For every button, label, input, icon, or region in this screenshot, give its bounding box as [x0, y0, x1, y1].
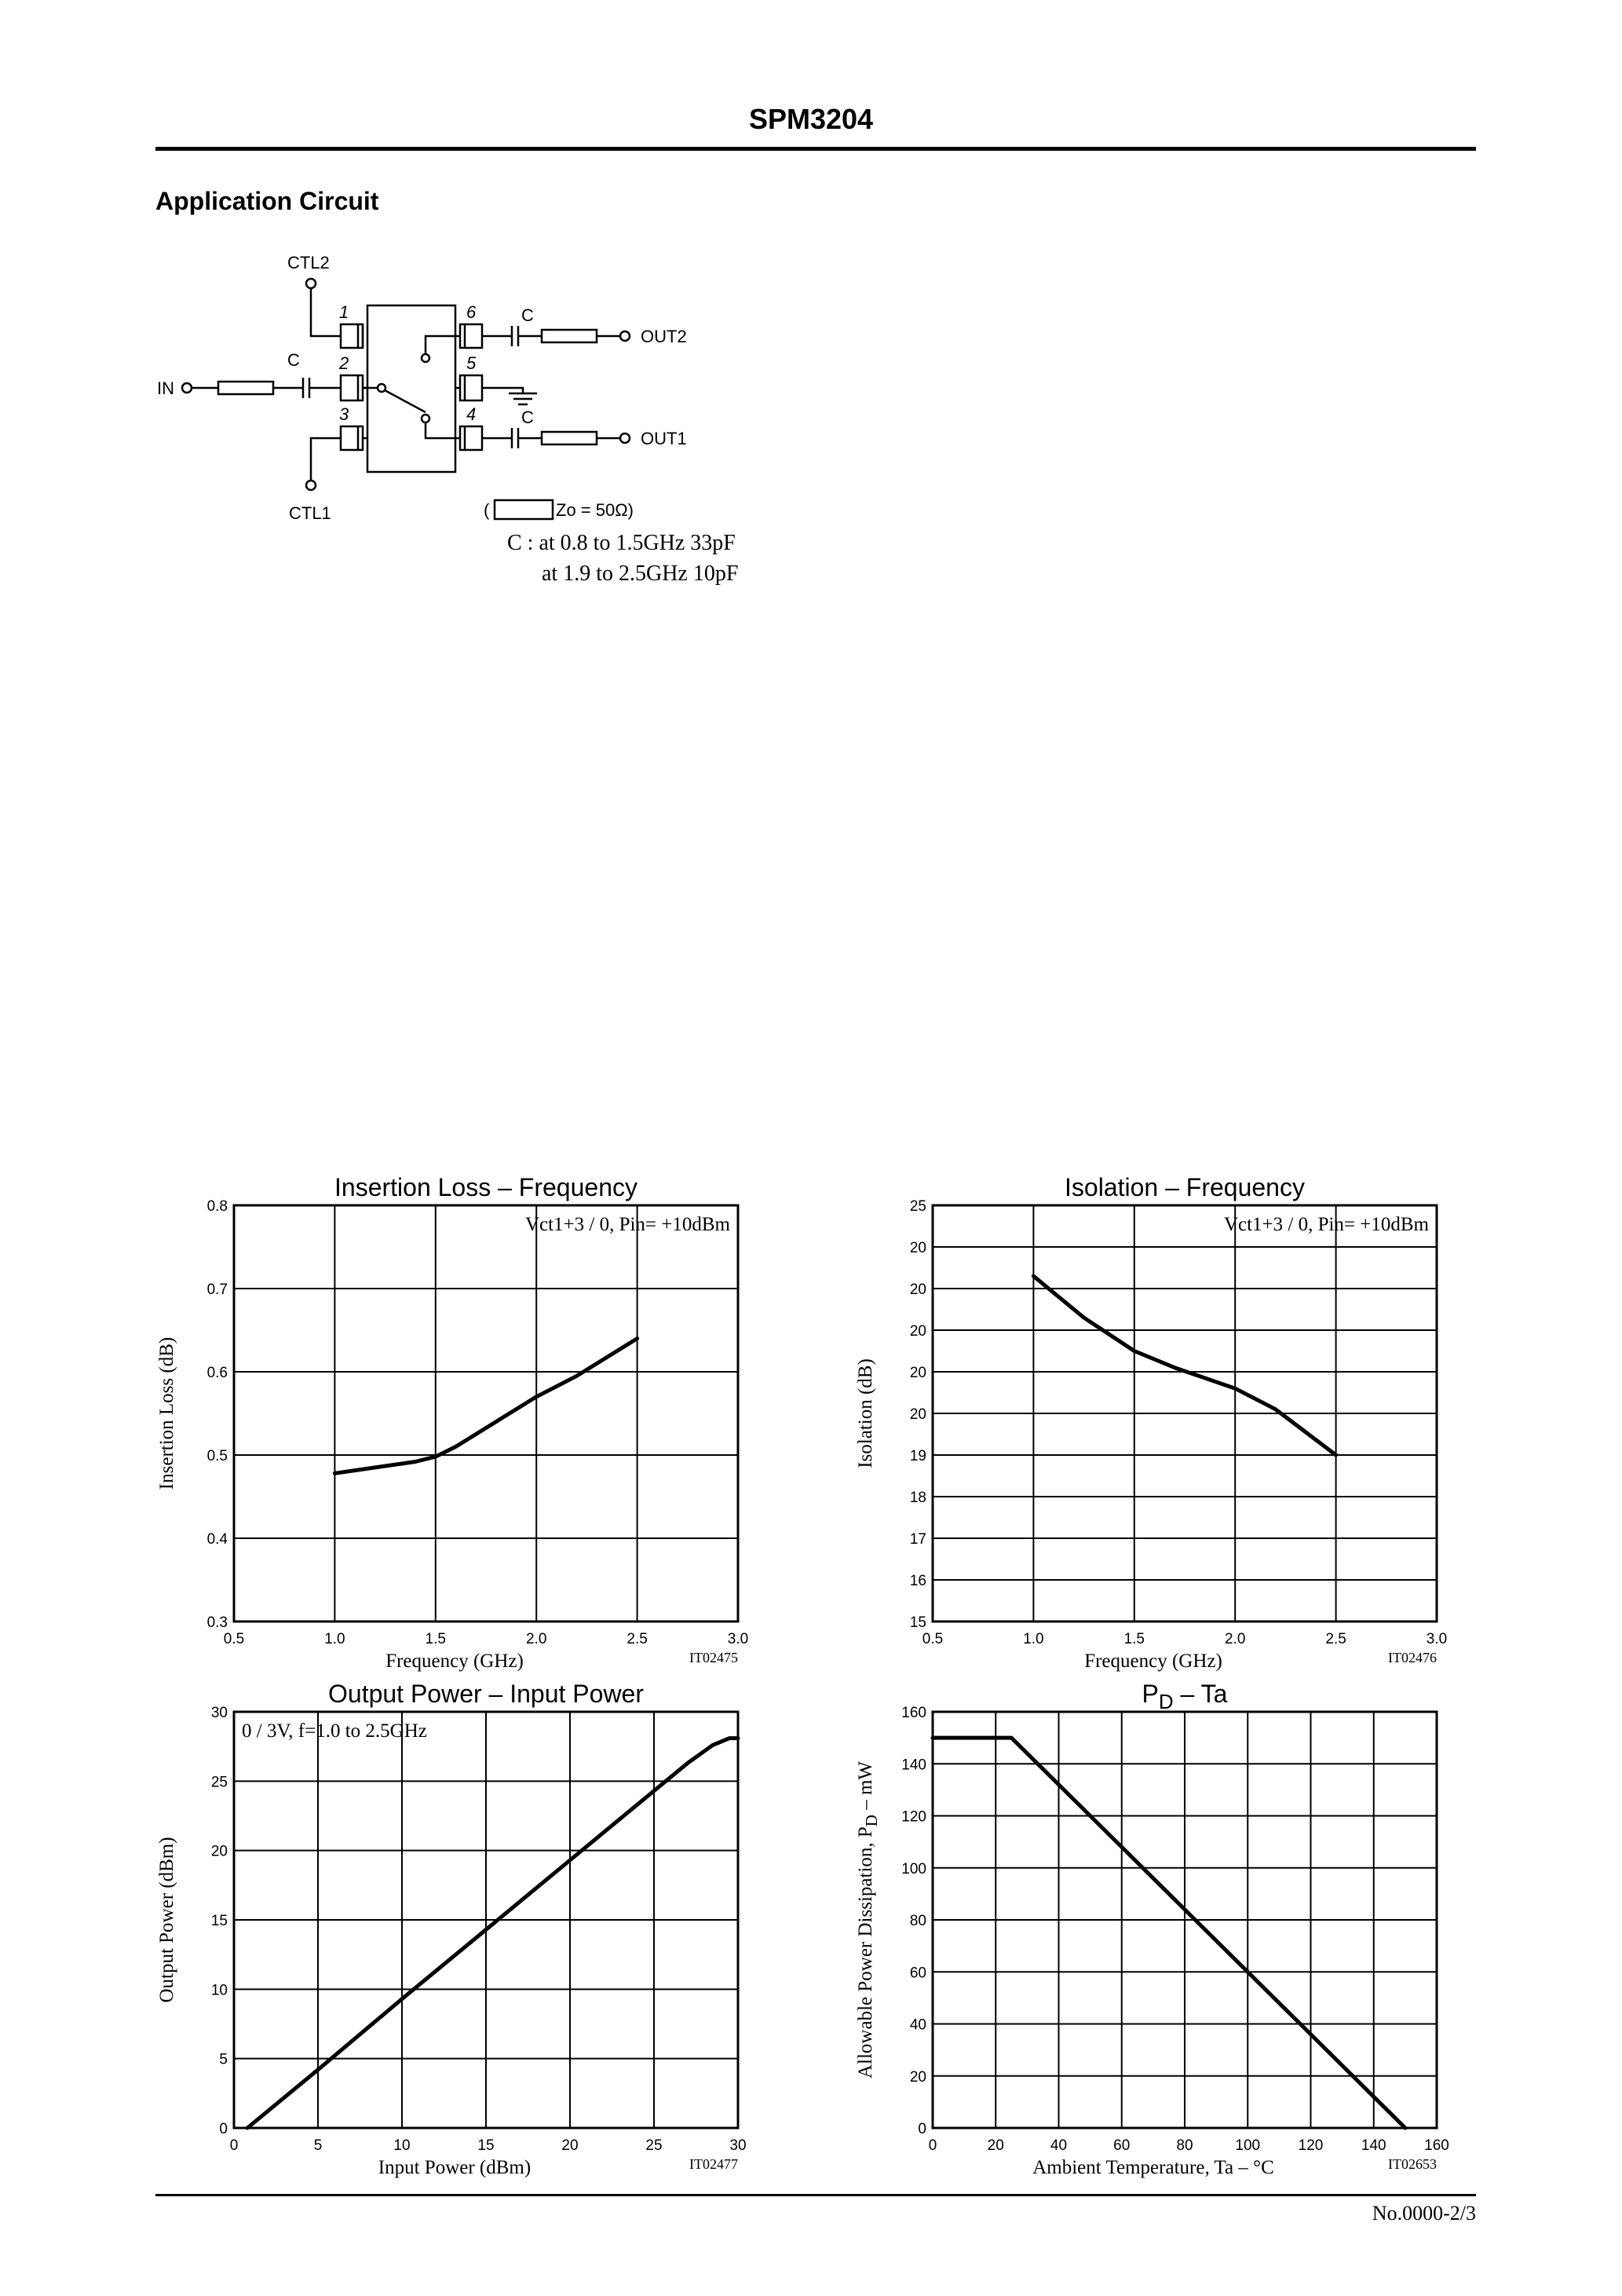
pin3-box — [341, 426, 363, 450]
y-tick-label: 20 — [909, 1365, 926, 1381]
figure-id: IT02653 — [1388, 2156, 1437, 2172]
x-tick-label: 60 — [1113, 2137, 1131, 2154]
y-tick-label: 15 — [210, 1913, 228, 1929]
x-tick-label: 1.0 — [324, 1631, 345, 1647]
x-tick-label: 3.0 — [1426, 1631, 1448, 1647]
output-power-chart — [149, 1669, 762, 2187]
x-tick-label: 1.5 — [1123, 1631, 1145, 1647]
out2-terminal — [620, 331, 630, 341]
x-tick-label: 1.0 — [1023, 1631, 1044, 1647]
chart-title: Isolation – Frequency — [1065, 1173, 1305, 1201]
x-tick-label: 15 — [477, 2137, 495, 2154]
pin2-number: 2 — [339, 353, 349, 373]
cap-label-out1: C — [521, 408, 534, 427]
in-terminal — [182, 383, 192, 393]
y-tick-label: 160 — [901, 1705, 926, 1721]
plot-frame — [234, 1205, 738, 1621]
y-tick-label: 0 — [918, 2121, 926, 2137]
legend-impedance: Zo = 50Ω) — [556, 500, 634, 520]
x-tick-label: 20 — [987, 2137, 1004, 2154]
y-tick-label: 0.5 — [206, 1448, 228, 1464]
out2-label: OUT2 — [641, 327, 687, 346]
y-tick-label: 10 — [210, 1982, 228, 1999]
out1-terminal — [620, 433, 630, 443]
x-tick-label: 160 — [1424, 2137, 1449, 2154]
x-tick-label: 140 — [1361, 2137, 1386, 2154]
x-tick-label: 100 — [1235, 2137, 1261, 2154]
series-line — [247, 1738, 738, 2128]
out2-line-50ohm — [542, 330, 597, 342]
cap-label-in: C — [287, 350, 300, 370]
y-tick-label: 20 — [909, 1240, 926, 1256]
ctl1-label: CTL1 — [289, 503, 331, 523]
series-line — [334, 1339, 637, 1474]
x-tick-label: 3.0 — [727, 1631, 749, 1647]
y-tick-label: 15 — [909, 1614, 926, 1631]
pin6-box — [460, 324, 482, 348]
x-axis-label: Ambient Temperature, Ta – °C — [1032, 2157, 1274, 2178]
in-line-50ohm — [218, 382, 273, 394]
section-heading: Application Circuit — [155, 187, 379, 215]
cap-note-line2: at 1.9 to 2.5GHz 10pF — [542, 561, 739, 586]
power-dissipation-chart — [848, 1669, 1460, 2187]
series-line — [933, 1738, 1405, 2128]
y-tick-label: 0.8 — [206, 1198, 228, 1215]
bottom-rule — [155, 2194, 1476, 2196]
y-tick-label: 20 — [210, 1843, 228, 1860]
chart-condition: 0 / 3V, f=1.0 to 2.5GHz — [242, 1720, 427, 1742]
y-tick-label: 25 — [210, 1774, 228, 1791]
y-tick-label: 19 — [909, 1448, 926, 1464]
pin4-number: 4 — [466, 404, 477, 424]
y-tick-label: 0 — [219, 2121, 228, 2137]
y-tick-label: 40 — [909, 2016, 926, 2034]
page-number: No.0000-2/3 — [1372, 2202, 1476, 2225]
y-axis-label: Isolation (dB) — [855, 1358, 876, 1468]
x-tick-label: 10 — [393, 2137, 411, 2154]
ctl1-terminal — [306, 481, 316, 490]
y-axis-label: Allowable Power Dissipation, $P_D$ – mW — [855, 1760, 881, 2079]
x-axis-label: Input Power (dBm) — [378, 2157, 532, 2178]
top-rule — [155, 147, 1476, 151]
y-tick-label: 30 — [210, 1705, 228, 1721]
y-tick-label: 5 — [219, 2051, 228, 2068]
y-tick-label: 120 — [901, 1808, 926, 1826]
switch-contact-out1 — [422, 415, 429, 422]
pin6-number: 6 — [466, 302, 477, 322]
x-tick-label: 0 — [928, 2137, 937, 2154]
x-tick-label: 120 — [1298, 2137, 1324, 2154]
chart-title: Output Power – Input Power — [328, 1680, 644, 1708]
y-tick-label: 140 — [901, 1757, 926, 1774]
pin4-box — [460, 426, 482, 450]
pin1-number: 1 — [339, 302, 349, 322]
x-tick-label: 2.5 — [1325, 1631, 1346, 1647]
x-tick-label: 40 — [1050, 2137, 1068, 2154]
x-tick-label: 20 — [561, 2137, 579, 2154]
isolation-chart — [848, 1162, 1460, 1680]
pin5-number: 5 — [466, 353, 477, 373]
insertion-loss-chart — [149, 1162, 762, 1680]
y-tick-label: 25 — [909, 1198, 926, 1215]
y-tick-label: 0.6 — [206, 1365, 228, 1381]
x-tick-label: 0.5 — [922, 1631, 944, 1647]
figure-id: IT02476 — [1388, 1650, 1437, 1665]
chart-condition: Vct1+3 / 0, Pin= +10dBm — [1223, 1214, 1429, 1235]
y-axis-label: Output Power (dBm) — [156, 1837, 177, 2003]
legend-open-paren: ( — [484, 500, 490, 520]
y-tick-label: 80 — [909, 1913, 926, 1929]
switch-common — [378, 384, 385, 392]
document-title: SPM3204 — [748, 103, 874, 135]
in-label: IN — [157, 378, 174, 398]
y-tick-label: 20 — [909, 1406, 926, 1423]
pin3-number: 3 — [339, 404, 349, 424]
cap-label-out2: C — [521, 305, 534, 325]
switch-contact-out2 — [422, 354, 429, 362]
series-line — [1033, 1276, 1335, 1455]
x-axis-label: Frequency (GHz) — [385, 1651, 524, 1672]
y-tick-label: 17 — [909, 1531, 926, 1548]
x-tick-label: 2.5 — [627, 1631, 648, 1647]
y-tick-label: 18 — [909, 1490, 926, 1506]
chart-title: $P_D$ – Ta — [1142, 1680, 1228, 1713]
pin5-box — [460, 375, 482, 400]
y-tick-label: 0.4 — [206, 1531, 228, 1548]
x-axis-label: Frequency (GHz) — [1084, 1651, 1222, 1672]
x-tick-label: 5 — [313, 2137, 323, 2154]
y-axis-label: Insertion Loss (dB) — [156, 1336, 177, 1490]
y-tick-label: 100 — [901, 1860, 926, 1877]
ctl2-terminal — [306, 279, 316, 288]
x-tick-label: 2.0 — [525, 1631, 547, 1647]
ctl2-label: CTL2 — [287, 253, 330, 272]
application-circuit-diagram — [149, 247, 777, 605]
x-tick-label: 0 — [229, 2137, 239, 2154]
x-tick-label: 2.0 — [1224, 1631, 1246, 1647]
out1-label: OUT1 — [641, 429, 687, 448]
y-tick-label: 20 — [909, 2068, 926, 2086]
out1-line-50ohm — [542, 432, 597, 444]
x-tick-label: 80 — [1176, 2137, 1193, 2154]
legend-line-symbol — [495, 500, 553, 519]
y-tick-label: 16 — [909, 1573, 926, 1589]
pin1-box — [341, 324, 363, 348]
pin2-box — [341, 375, 363, 400]
y-tick-label: 20 — [909, 1281, 926, 1298]
x-tick-label: 25 — [645, 2137, 663, 2154]
figure-id: IT02475 — [689, 1650, 738, 1665]
y-tick-label: 60 — [909, 1965, 926, 1982]
figure-id: IT02477 — [689, 2156, 738, 2172]
cap-note-line1: C : at 0.8 to 1.5GHz 33pF — [507, 531, 736, 555]
x-tick-label: 0.5 — [223, 1631, 245, 1647]
x-tick-label: 1.5 — [425, 1631, 447, 1647]
ic-body — [367, 305, 455, 472]
chart-title: Insertion Loss – Frequency — [334, 1173, 637, 1201]
x-tick-label: 30 — [729, 2137, 747, 2154]
y-tick-label: 0.3 — [206, 1614, 228, 1631]
y-tick-label: 20 — [909, 1323, 926, 1340]
y-tick-label: 0.7 — [206, 1281, 228, 1298]
chart-condition: Vct1+3 / 0, Pin= +10dBm — [524, 1214, 730, 1235]
